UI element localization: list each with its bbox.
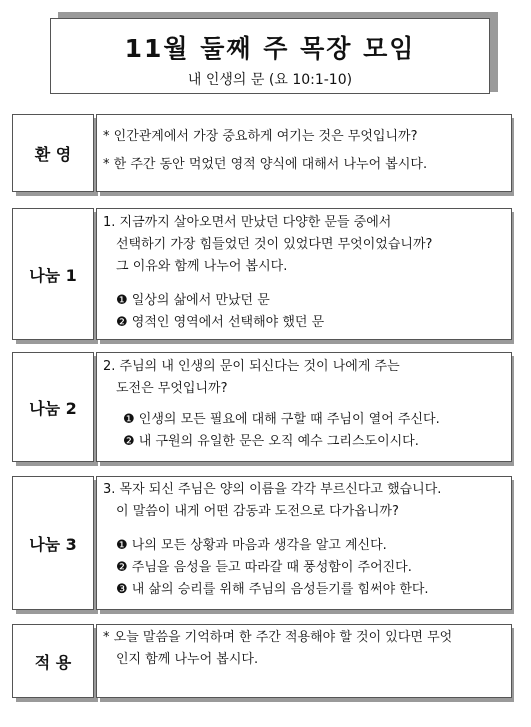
section-label-sharing-1: 나눔 1 xyxy=(12,208,94,340)
question-line: * 인간관계에서 가장 중요하게 여기는 것은 무엇입니까? xyxy=(103,129,418,144)
sub-point: ❷ 주님을 음성을 듣고 따라갈 때 풍성함이 주어진다. xyxy=(116,560,412,575)
section-sharing-3 xyxy=(12,476,514,614)
question-line: * 한 주간 동안 먹었던 영적 양식에 대해서 나누어 봅시다. xyxy=(103,157,428,172)
section-content-sharing-1 xyxy=(96,208,512,340)
question-line: * 오늘 말씀을 기억하며 한 주간 적용해야 할 것이 있다면 무엇 xyxy=(103,630,453,645)
section-content-sharing-3 xyxy=(96,476,512,610)
sub-point: ❸ 내 삶의 승리를 위해 주님의 음성듣기를 힘써야 한다. xyxy=(116,582,429,597)
sub-point: ❶ 인생의 모든 필요에 대해 구할 때 주님이 열어 주신다. xyxy=(123,412,440,427)
question-line: 선택하기 가장 힘들었던 것이 있었다면 무엇이었습니까? xyxy=(116,237,433,252)
sub-point: ❷ 영적인 영역에서 선택해야 했던 문 xyxy=(116,315,325,330)
section-content-sharing-2 xyxy=(96,352,512,462)
section-welcome xyxy=(12,114,514,196)
question-line: 3. 목자 되신 주님은 양의 이름을 각각 부르신다고 했습니다. xyxy=(103,482,442,497)
section-label-application: 적 용 xyxy=(12,624,94,698)
sub-point: ❶ 일상의 삶에서 만났던 문 xyxy=(116,293,270,308)
section-content-welcome xyxy=(96,114,512,192)
question-line: 인지 함께 나누어 봅시다. xyxy=(116,652,259,667)
sub-point: ❶ 나의 모든 상황과 마음과 생각을 알고 계신다. xyxy=(116,538,387,553)
question-line: 이 말씀이 내게 어떤 감동과 도전으로 다가옵니까? xyxy=(116,504,399,519)
section-label-sharing-3: 나눔 3 xyxy=(12,476,94,610)
section-label-welcome: 환 영 xyxy=(12,114,94,192)
section-label-sharing-2: 나눔 2 xyxy=(12,352,94,462)
page-subtitle: 내 인생의 문 (요 10:1-10) xyxy=(187,72,353,88)
page-title: 11월 둘째 주 목장 모임 xyxy=(124,34,416,63)
question-line: 그 이유와 함께 나누어 봅시다. xyxy=(116,259,288,274)
sub-point: ❷ 내 구원의 유일한 문은 오직 예수 그리스도이시다. xyxy=(123,434,419,449)
question-line: 도전은 무엇입니까? xyxy=(116,381,228,396)
section-sharing-2 xyxy=(12,352,514,466)
section-sharing-1 xyxy=(12,208,514,344)
title-box xyxy=(50,18,490,94)
section-content-application xyxy=(96,624,512,698)
question-line: 1. 지금까지 살아오면서 만났던 다양한 문들 중에서 xyxy=(103,215,392,230)
question-line: 2. 주님의 내 인생의 문이 되신다는 것이 나에게 주는 xyxy=(103,359,400,374)
section-application xyxy=(12,624,514,702)
